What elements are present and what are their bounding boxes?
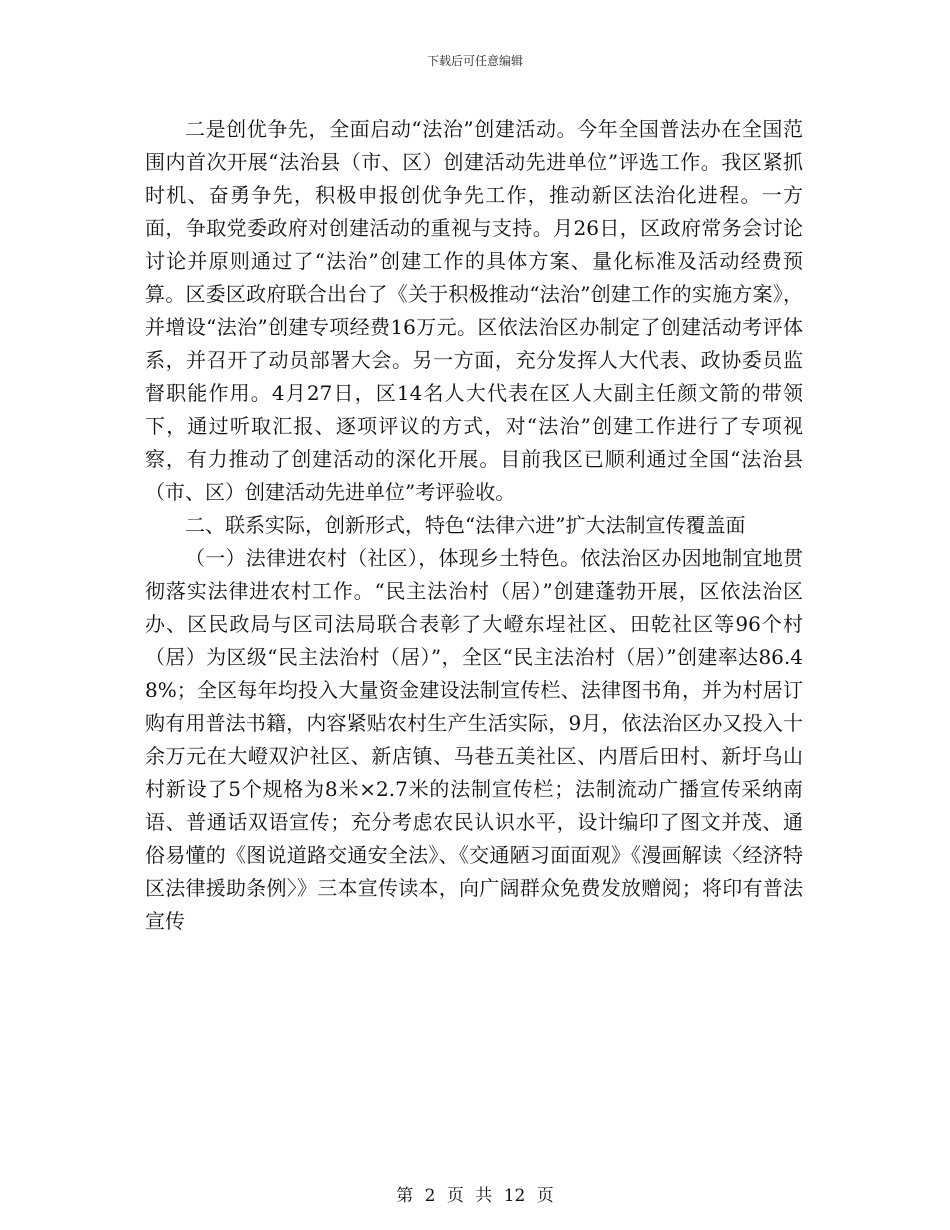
document-body (145, 113, 803, 938)
paragraph-1: 二是创优争先，全面启动“法治”创建活动。今年全国普法办在全国范围内首次开展“法治县（市、区）创建活动先进单位”评选工作。我区紧抓时机、奋勇争先，积极申报创优争先工作，推动新区法治化进程。一方面，争取党委政府对创建活动的重视与支持。月26日，区政府常务会讨论讨论并原则通过了“法治”创建工作的具体方案、量化标准及活动经费预算。区委区政府联合出台了《关于积极推动“法治”创建工作的实施方案》，并增设“法治”创建专项经费16万元。区依法治区办制定了创建活动考评体系，并召开了动员部署大会。另一方面，充分发挥人大代表、政协委员监督职能作用。4月27日，区14名人大代表在区人大副主任颜文箭的带领下，通过听取汇报、逐项评议的方式，对“法治”创建工作进行了专项视察，有力推动了创建活动的深化开展。目前我区已顺利通过全国“法治县（市、区）创建活动先进单位”考评验收。 (145, 117, 803, 504)
paragraph-3: （一）法律进农村（社区），体现乡土特色。依法治区办因地制宜地贯彻落实法律进农村工作。“民主法治村（居）”创建蓬勃开展，区依法治区办、区民政局与区司法局联合表彰了大嶝东埕社区、田乾社区等96个村（居）为区级“民主法治村（居）”，全区“民主法治村（居）”创建率达86.48%；全区每年均投入大量资金建设法制宣传栏、法律图书角，并为村居订购有用普法书籍，内容紧贴农村生产生活实际，9月，依法治区办又投入十余万元在大嶝双沪社区、新店镇、马巷五美社区、内厝后田村、新圩乌山村新设了5个规格为8米×2.7米的法制宣传栏；法制流动广播宣传采纳南语、普通话双语宣传；充分考虑农民认识水平，设计编印了图文并茂、通俗易懂的《图说道路交通安全法》、《交通陋习面面观》《漫画解读〈经济特区法律援助条例〉》三本宣传读本，向广阔群众免费发放赠阅；将印有普法宣传 (145, 546, 803, 933)
page-header-note: 下载后可任意编辑 (426, 54, 523, 68)
paragraph-2-heading: 二、联系实际，创新形式，特色“法律六进”扩大法制宣传覆盖面 (185, 513, 746, 537)
page-number: 第 2 页 共 12 页 (396, 1186, 554, 1206)
